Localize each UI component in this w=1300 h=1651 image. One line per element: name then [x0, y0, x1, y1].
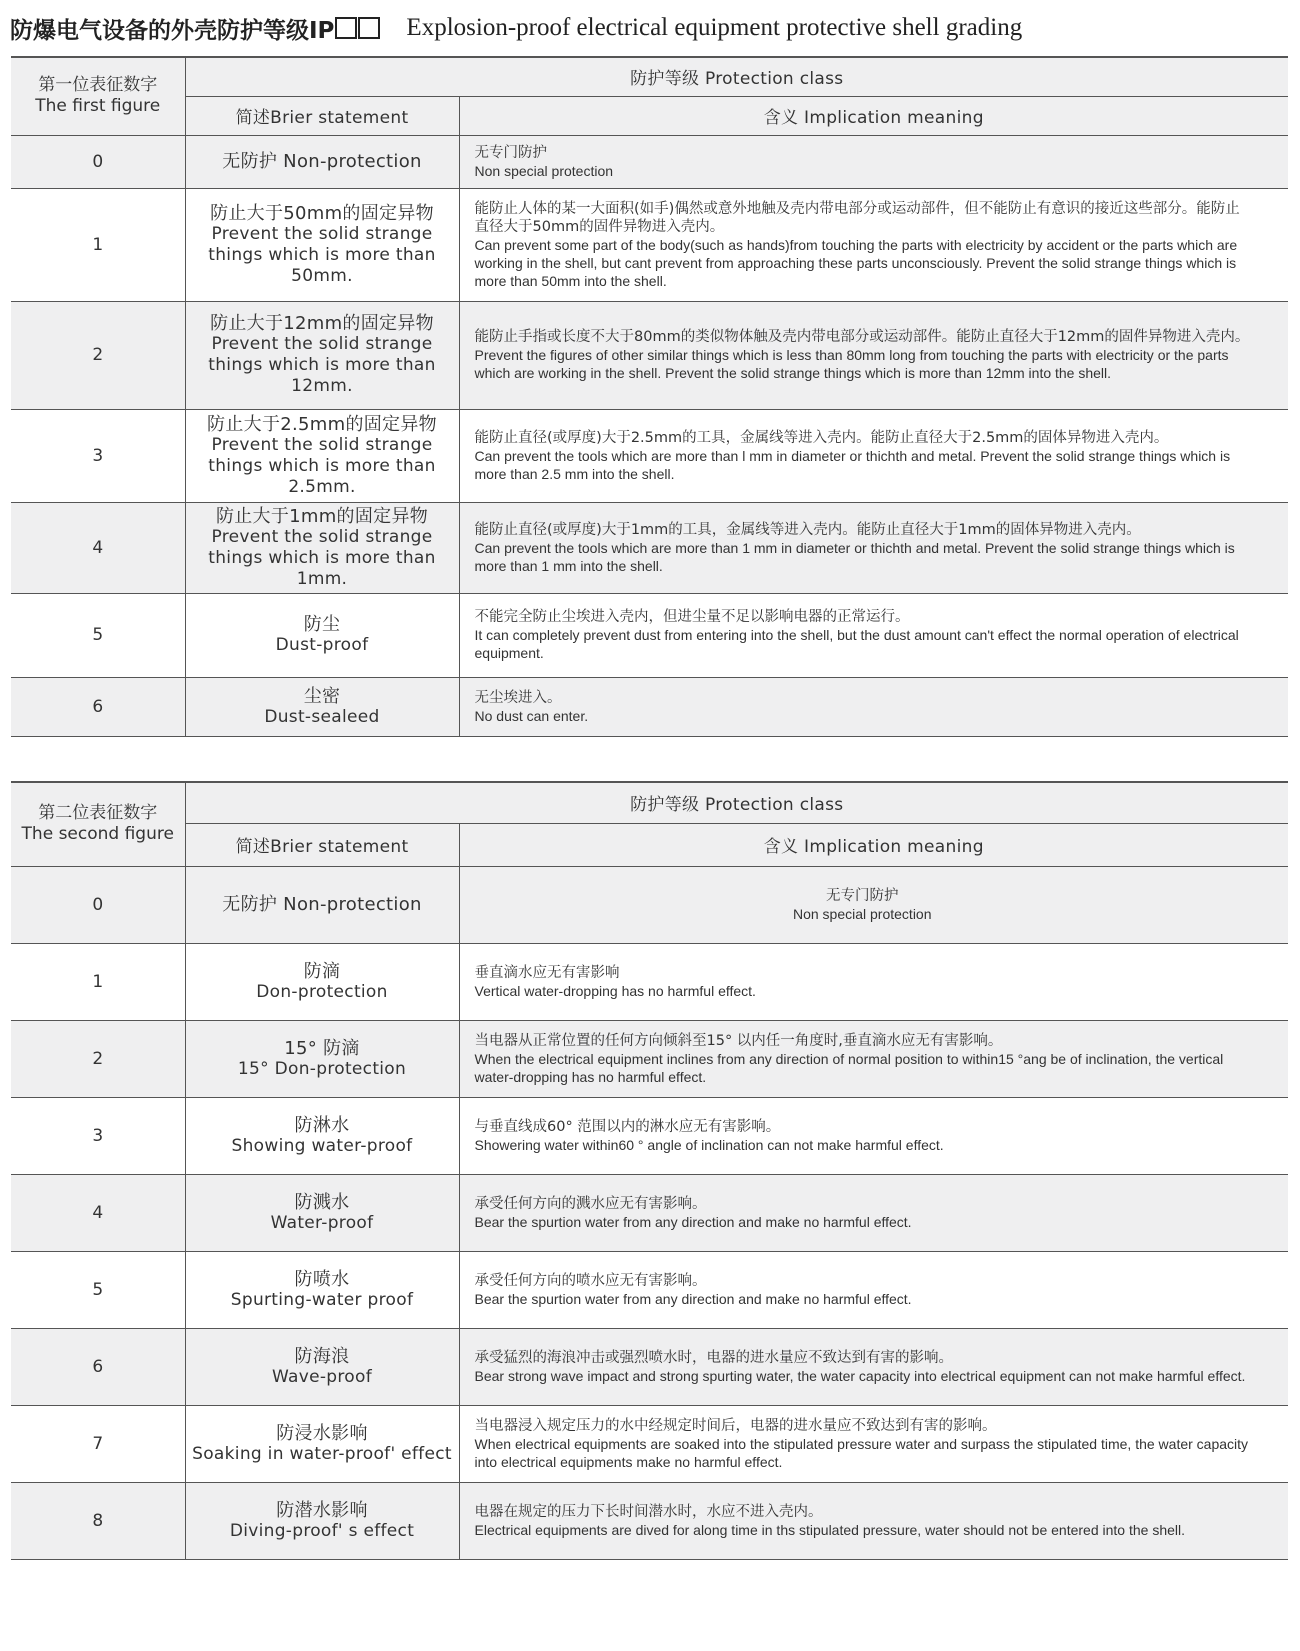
implication-meaning — [459, 409, 1288, 502]
table-row — [11, 1174, 1288, 1251]
brief-statement-en: Water-proof — [270, 1212, 374, 1233]
implication-meaning — [459, 1174, 1288, 1251]
brief-statement — [185, 1097, 459, 1174]
brief-statement-cn: 防止大于1mm的固定异物 — [215, 505, 429, 527]
implication-meaning — [459, 301, 1288, 409]
implication-meaning-cn: 能防止手指或长度不大于80mm的类似物体触及壳内带电部分或运动部件。能防止直径大于12mm的固件异物进入壳内。 — [474, 329, 1250, 345]
implication-meaning-cn: 无专门防护 — [826, 887, 899, 904]
figure-digit: 2 — [11, 1020, 185, 1097]
first-figure-header-en: The first figure — [35, 96, 161, 117]
figure-digit: 5 — [11, 1251, 185, 1328]
ip-digit-box-2 — [358, 17, 380, 39]
brief-statement-en: Showing water-proof — [231, 1135, 413, 1156]
title-cn: 防爆电气设备的外壳防护等级IP — [10, 17, 335, 44]
table-row — [11, 409, 1288, 502]
page-title — [10, 8, 1022, 48]
implication-meaning — [459, 943, 1288, 1020]
brief-statement-en: Prevent the solid strange things which is more than 2.5mm. — [208, 434, 436, 497]
table-row — [11, 502, 1288, 593]
brief-statement-cn: 防滴 — [303, 960, 341, 982]
implication-meaning — [459, 1020, 1288, 1097]
implication-meaning — [459, 1251, 1288, 1328]
brief-statement-en: Soaking in water-proof' effect — [192, 1443, 452, 1464]
implication-meaning — [459, 188, 1288, 301]
table-row — [11, 1020, 1288, 1097]
implication-meaning-en: When the electrical equipment inclines from any direction of normal position to within15 °ang be of inclination, the vertical water-dropping has no harmful effect. — [474, 1050, 1224, 1085]
table-row — [11, 1251, 1288, 1328]
implication-meaning-en: Can prevent some part of the body(such as hands)from touching the parts with electricity by accident or the parts which are working in the shell, but cant prevent from approaching these parts unconsciously. Prevent the solid strange things which is more than 50mm into the shell. — [474, 236, 1238, 289]
implication-meaning-en: Bear the spurtion water from any direction and make no harmful effect. — [474, 1213, 912, 1230]
brief-statement-cn: 防止大于2.5mm的固定异物 — [207, 413, 437, 435]
implication-meaning-en: Can prevent the tools which are more than l mm in diameter or thichth and metal. Prevent the solid strange things which is more than 2.5 mm into the shell. — [474, 447, 1231, 482]
brief-statement-cn: 尘密 — [303, 685, 341, 707]
brief-statement-cn: 防止大于12mm的固定异物 — [210, 313, 434, 334]
first-figure-table — [11, 56, 1288, 737]
implication-meaning-en: Electrical equipments are dived for along time in ths stipulated pressure, water should not be entered into the shell. — [474, 1521, 1186, 1538]
brief-statement — [185, 1174, 459, 1251]
brief-statement-en: Spurting-water proof — [230, 1289, 414, 1310]
figure-digit: 3 — [11, 1097, 185, 1174]
brief-statement — [185, 1020, 459, 1097]
brief-statement-cn: 无防护 Non-protection — [222, 894, 422, 915]
brief-statement — [185, 135, 459, 188]
figure-digit: 1 — [11, 188, 185, 301]
figure-digit: 1 — [11, 943, 185, 1020]
implication-meaning — [459, 1328, 1288, 1405]
ip-digit-box-1 — [335, 17, 357, 39]
table-row — [11, 1328, 1288, 1405]
implication-meaning-cn: 能防止直径(或厚度)大于1mm的工具，金属线等进入壳内。能防止直径大于1mm的固体异物进入壳内。 — [474, 521, 1141, 538]
brief-statement — [185, 866, 459, 943]
implication-meaning-cn: 承受任何方向的溅水应无有害影响。 — [474, 1195, 707, 1212]
brief-statement-cn: 防溅水 — [294, 1191, 350, 1213]
second-figure-header — [11, 782, 185, 866]
implication-meaning — [459, 135, 1288, 188]
table-row — [11, 593, 1288, 677]
brief-statement-en: 15° Don-protection — [237, 1058, 407, 1079]
table-row — [11, 866, 1288, 943]
brief-statement-en: Dust-sealeed — [264, 706, 380, 727]
brief-statement-cn: 防止大于50mm的固定异物 — [210, 202, 434, 224]
figure-digit: 0 — [11, 135, 185, 188]
figure-digit: 6 — [11, 677, 185, 736]
figure-digit: 7 — [11, 1405, 185, 1482]
implication-meaning — [459, 1405, 1288, 1482]
implication-meaning-en: Showering water within60 ° angle of inclination can not make harmful effect. — [474, 1136, 944, 1153]
implication-meaning-en: Bear strong wave impact and strong spurting water, the water capacity into electrical equipment can not make harmful effect. — [474, 1367, 1246, 1384]
implication-meaning-en: Bear the spurtion water from any direction and make no harmful effect. — [474, 1290, 912, 1307]
brief-statement-cn: 防喷水 — [294, 1268, 350, 1290]
second-figure-header-cn: 第二位表征数字 — [38, 803, 158, 824]
brief-statement-cn: 防尘 — [303, 614, 341, 635]
implication-meaning-cn: 垂直滴水应无有害影响 — [474, 964, 620, 981]
second-figure-rows — [11, 866, 1288, 1559]
figure-digit: 4 — [11, 502, 185, 593]
figure-digit: 5 — [11, 593, 185, 677]
brief-statement-cn: 防海浪 — [294, 1345, 350, 1367]
brief-statement-en: Prevent the solid strange things which is more than 1mm. — [208, 526, 436, 589]
first-figure-header-cn: 第一位表征数字 — [38, 75, 158, 96]
brief-header: 简述Brier statement — [185, 96, 459, 135]
implication-meaning-en: It can completely prevent dust from entering into the shell, but the dust amount can't effect the normal operation of electrical equipment. — [474, 627, 1239, 661]
table-row — [11, 677, 1288, 736]
implication-meaning — [459, 1097, 1288, 1174]
implication-meaning-en: No dust can enter. — [474, 707, 589, 724]
brief-statement — [185, 943, 459, 1020]
brief-statement-en: Wave-proof — [272, 1366, 372, 1387]
brief-header-2: 简述Brier statement — [185, 823, 459, 866]
implication-meaning-cn: 不能完全防止尘埃进入壳内，但进尘量不足以影响电器的正常运行。 — [474, 609, 910, 625]
protection-class-header-2: 防护等级 Protection class — [185, 782, 1288, 823]
implication-meaning-cn: 承受猛烈的海浪冲击或强烈喷水时，电器的进水量应不致达到有害的影响。 — [474, 1349, 953, 1366]
brief-statement-cn: 防浸水影响 — [276, 1422, 368, 1444]
figure-digit: 4 — [11, 1174, 185, 1251]
implication-meaning — [459, 593, 1288, 677]
implication-meaning-cn: 当电器浸入规定压力的水中经规定时间后，电器的进水量应不致达到有害的影响。 — [474, 1417, 997, 1434]
brief-statement — [185, 1405, 459, 1482]
brief-statement — [185, 1251, 459, 1328]
implication-meaning-cn: 与垂直线成60° 范围以内的淋水应无有害影响。 — [474, 1118, 781, 1135]
brief-statement — [185, 188, 459, 301]
second-figure-header-en: The second figure — [21, 824, 174, 845]
implication-meaning-en: Non special protection — [792, 905, 932, 922]
brief-statement — [185, 502, 459, 593]
brief-statement-en: Don-protection — [256, 981, 388, 1002]
implication-meaning-cn: 无尘埃进入。 — [474, 689, 562, 706]
brief-statement-en: Prevent the solid strange things which is more than 50mm. — [208, 223, 436, 286]
table-row — [11, 301, 1288, 409]
implication-meaning-en: Non special protection — [474, 162, 614, 179]
implication-meaning-cn: 能防止人体的某一大面积(如手)偶然或意外地触及壳内带电部分或运动部件，但不能防止有意识的接近这些部分。能防止直径大于50mm的固件异物进入壳内。 — [474, 200, 1240, 235]
first-figure-header — [11, 57, 185, 135]
first-figure-rows — [11, 135, 1288, 736]
figure-digit: 3 — [11, 409, 185, 502]
brief-statement — [185, 1328, 459, 1405]
figure-digit: 2 — [11, 301, 185, 409]
implication-meaning — [459, 502, 1288, 593]
implication-meaning-cn: 电器在规定的压力下长时间潜水时，水应不进入壳内。 — [474, 1503, 823, 1520]
implication-meaning-en: Can prevent the tools which are more than 1 mm in diameter or thichth and metal. Prevent the solid strange things which is more than 1 mm into the shell. — [474, 539, 1235, 574]
title-en: Explosion-proof electrical equipment protective shell grading — [406, 14, 1023, 41]
table-row — [11, 1405, 1288, 1482]
brief-statement-cn: 防潜水影响 — [276, 1499, 368, 1521]
brief-statement-en: Dust-proof — [275, 635, 369, 655]
table-row — [11, 1097, 1288, 1174]
implication-meaning-en: When electrical equipments are soaked into the stipulated pressure water and surpass the stipulated time, the water capacity into electrical equipments make no harmful effect. — [474, 1435, 1249, 1470]
table-row — [11, 135, 1288, 188]
implication-meaning-cn: 无专门防护 — [474, 144, 547, 161]
brief-statement-cn: 15° 防滴 — [284, 1037, 360, 1059]
brief-statement — [185, 301, 459, 409]
brief-statement-cn: 无防护 Non-protection — [222, 151, 422, 172]
brief-statement — [185, 593, 459, 677]
implication-meaning — [459, 866, 1288, 943]
implication-meaning-en: Vertical water-dropping has no harmful effect. — [474, 982, 756, 999]
implication-meaning-cn: 能防止直径(或厚度)大于2.5mm的工具，金属线等进入壳内。能防止直径大于2.5mm的固体异物进入壳内。 — [474, 429, 1169, 446]
second-figure-table — [11, 781, 1288, 1560]
figure-digit: 8 — [11, 1482, 185, 1559]
implication-meaning-en: Prevent the figures of other similar things which is less than 80mm long from touching the parts with electricity or the parts which are working in the shell. Prevent the solid strange things which is more than 12mm into the shell. — [474, 347, 1229, 381]
meaning-header-2: 含义 Implication meaning — [459, 823, 1288, 866]
table-row — [11, 943, 1288, 1020]
figure-digit: 0 — [11, 866, 185, 943]
implication-meaning-cn: 承受任何方向的喷水应无有害影响。 — [474, 1272, 707, 1289]
implication-meaning-cn: 当电器从正常位置的任何方向倾斜至15° 以内任一角度时,垂直滴水应无有害影响。 — [474, 1032, 1003, 1049]
brief-statement-cn: 防淋水 — [294, 1114, 350, 1136]
table-row — [11, 188, 1288, 301]
meaning-header: 含义 Implication meaning — [459, 96, 1288, 135]
implication-meaning — [459, 1482, 1288, 1559]
brief-statement — [185, 409, 459, 502]
brief-statement-en: Prevent the solid strange things which is more than 12mm. — [208, 334, 436, 396]
brief-statement — [185, 1482, 459, 1559]
protection-class-header: 防护等级 Protection class — [185, 57, 1288, 96]
table-row — [11, 1482, 1288, 1559]
brief-statement — [185, 677, 459, 736]
brief-statement-en: Diving-proof' s effect — [229, 1520, 415, 1541]
implication-meaning — [459, 677, 1288, 736]
figure-digit: 6 — [11, 1328, 185, 1405]
